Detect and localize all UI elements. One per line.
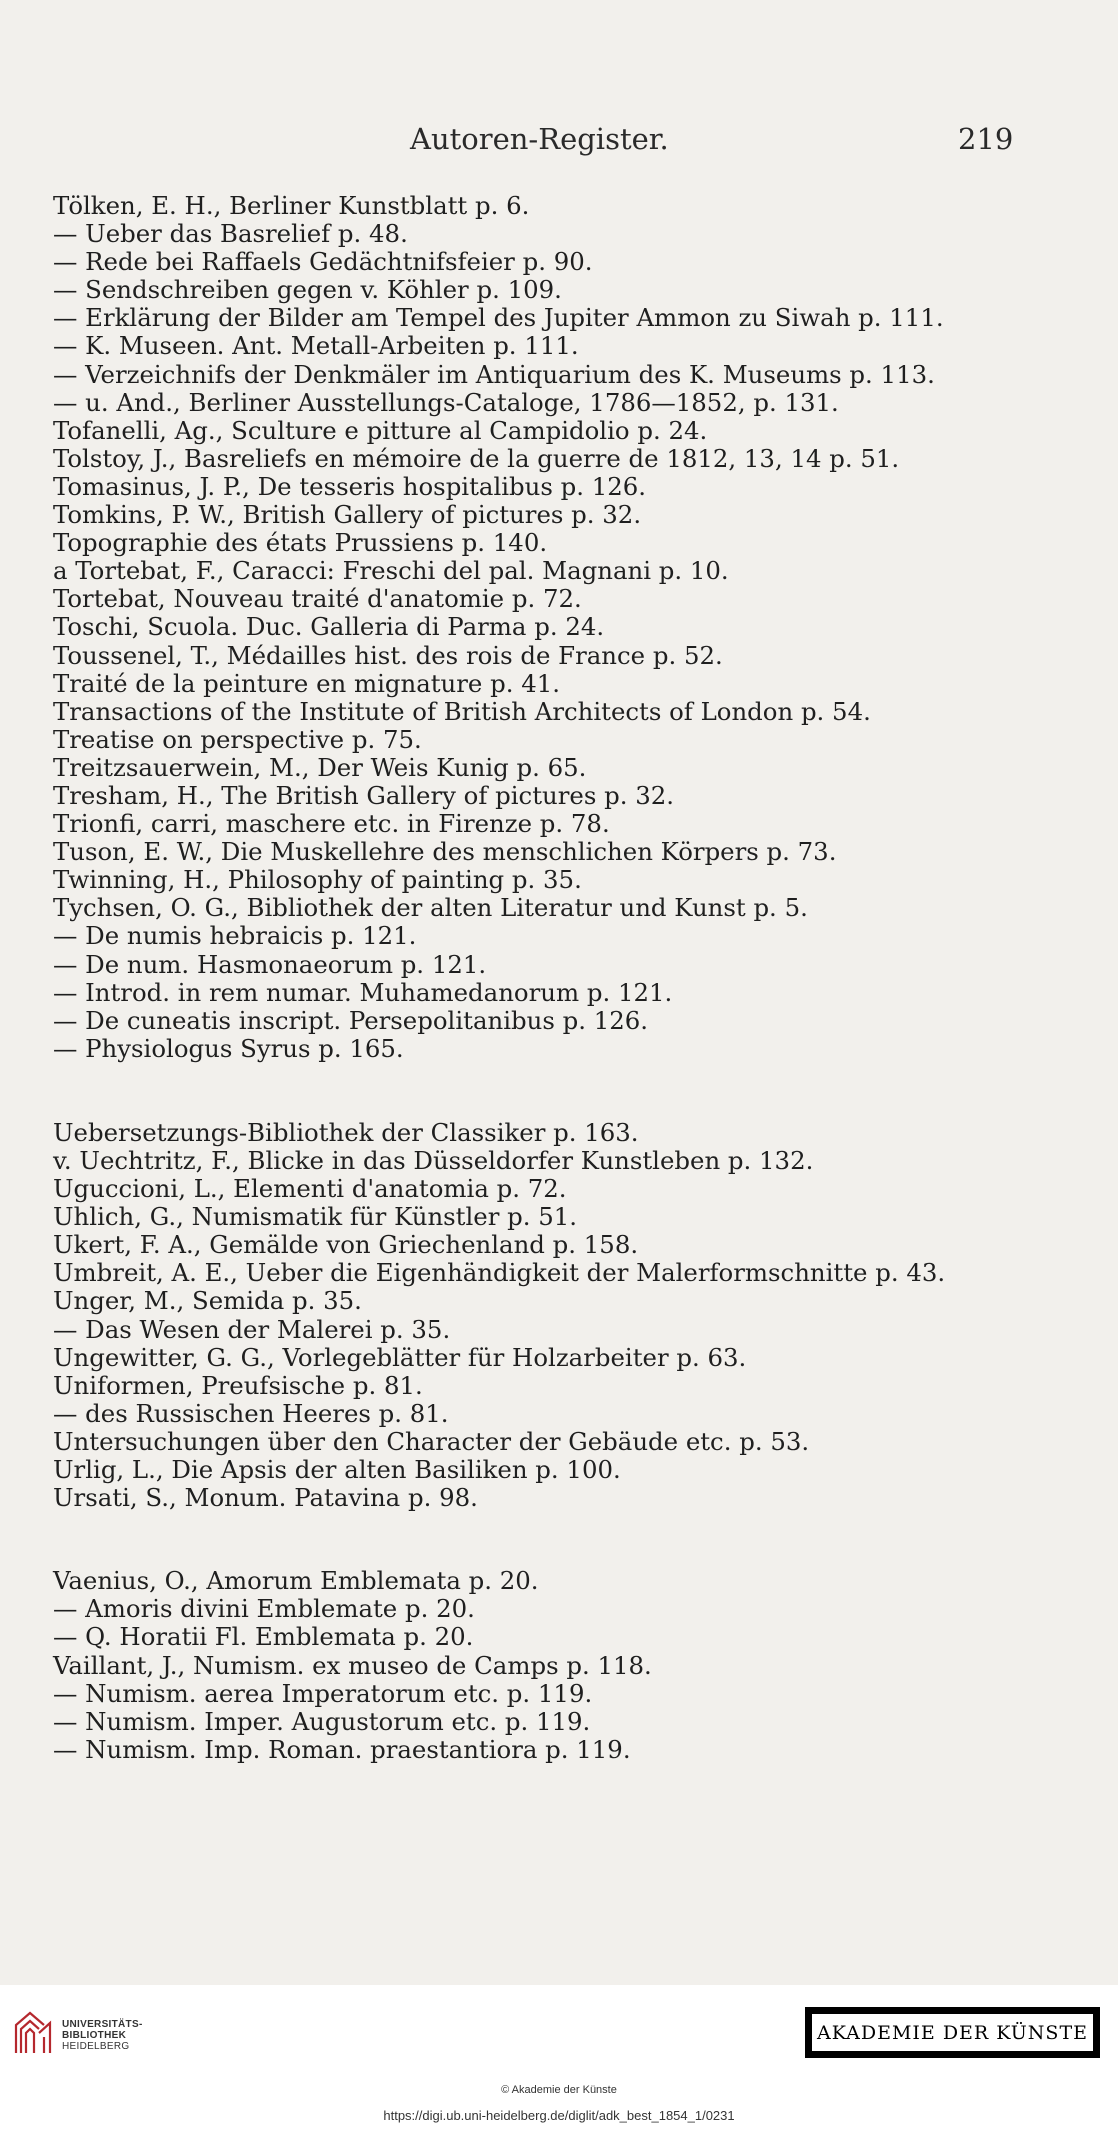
- index-entry: Tölken, E. H., Berliner Kunstblatt p. 6.: [53, 191, 530, 220]
- index-entry: — Verzeichnifs der Denkmäler im Antiquarium des K. Museums p. 113.: [53, 359, 935, 389]
- akademie-der-kuenste-badge[interactable]: [805, 2007, 1100, 2058]
- index-entry: Toschi, Scuola. Duc. Galleria di Parma p. 24.: [53, 612, 605, 642]
- page-title: Autoren-Register.: [410, 122, 669, 156]
- index-entry: — u. And., Berliner Ausstellungs-Cataloge, 1786—1852, p. 131.: [53, 387, 839, 417]
- akademie-badge-label: AKADEMIE DER KÜNSTE: [811, 2013, 1094, 2052]
- index-entry: Vaillant, J., Numism. ex museo de Camps p. 118.: [53, 1650, 652, 1680]
- ub-heidelberg-logo[interactable]: [12, 2003, 162, 2067]
- index-entry: — Numism. Imp. Roman. praestantiora p. 119.: [53, 1734, 631, 1764]
- index-entry: — Ueber das Basrelief p. 48.: [53, 219, 408, 249]
- index-entry: a Tortebat, F., Caracci: Freschi del pal. Magnani p. 10.: [53, 556, 729, 586]
- index-entry: Trionfi, carri, maschere etc. in Firenze p. 78.: [53, 809, 610, 839]
- index-section-t: [53, 192, 1063, 1063]
- ub-heidelberg-logo-icon: [12, 2003, 56, 2063]
- index-entry: v. Uechtritz, F., Blicke in das Düsseldorfer Kunstleben p. 132.: [53, 1146, 814, 1175]
- index-entry: — Physiologus Syrus p. 165.: [53, 1033, 404, 1063]
- page-url[interactable]: https://digi.ub.uni-heidelberg.de/diglit/adk_best_1854_1/0231: [383, 2108, 735, 2123]
- page-number: 219: [958, 122, 1014, 156]
- index-entry: — Amoris divini Emblemate p. 20.: [53, 1594, 475, 1624]
- index-section-v: [53, 1567, 1063, 1764]
- logo-line: UNIVERSITÄTS-: [62, 2019, 143, 2030]
- running-head: [0, 122, 1118, 162]
- index-entry: Ursati, S., Monum. Patavina p. 98.: [53, 1483, 478, 1513]
- index-entry: Urlig, L., Die Apsis der alten Basiliken p. 100.: [53, 1455, 621, 1485]
- index-entry: Umbreit, A. E., Ueber die Eigenhändigkeit der Malerformschnitte p. 43.: [53, 1258, 946, 1288]
- index-entry: Tuson, E. W., Die Muskellehre des menschlichen Körpers p. 73.: [53, 837, 837, 867]
- index-entry: Twinning, H., Philosophy of painting p. 35.: [53, 865, 582, 895]
- copyright-notice: © Akademie der Künste: [501, 2084, 617, 2096]
- index-entry: Transactions of the Institute of British Architects of London p. 54.: [53, 696, 871, 726]
- index-entry: — Sendschreiben gegen v. Köhler p. 109.: [53, 275, 562, 305]
- index-entry: Vaenius, O., Amorum Emblemata p. 20.: [53, 1566, 539, 1596]
- index-entry: Tomasinus, J. P., De tesseris hospitalibus p. 126.: [53, 471, 647, 501]
- index-entry: Treitzsauerwein, M., Der Weis Kunig p. 65.: [53, 752, 587, 782]
- index-entry: Tofanelli, Ag., Sculture e pitture al Campidolio p. 24.: [53, 415, 708, 445]
- index-entry: Unger, M., Semida p. 35.: [53, 1286, 362, 1316]
- index-entry: Tolstoy, J., Basreliefs en mémoire de la guerre de 1812, 13, 14 p. 51.: [53, 443, 900, 473]
- index-entry: — Introd. in rem numar. Muhamedanorum p. 121.: [53, 977, 673, 1007]
- index-entry: — Das Wesen der Malerei p. 35.: [53, 1314, 451, 1344]
- index-entry: Traité de la peinture en mignature p. 41.: [53, 668, 561, 698]
- index-entry: Tortebat, Nouveau traité d'anatomie p. 72.: [53, 584, 582, 614]
- logo-line: HEIDELBERG: [62, 2041, 130, 2052]
- section-gap: [53, 1512, 1063, 1567]
- index-entry: Uhlich, G., Numismatik für Künstler p. 51.: [53, 1202, 578, 1232]
- index-entry: Uguccioni, L., Elementi d'anatomia p. 72.: [53, 1174, 567, 1204]
- index-entry: — De cuneatis inscript. Persepolitanibus p. 126.: [53, 1005, 649, 1035]
- index-entry: Tomkins, P. W., British Gallery of pictures p. 32.: [53, 500, 642, 530]
- index-entry: — Numism. aerea Imperatorum etc. p. 119.: [53, 1678, 593, 1708]
- index-entry: Uebersetzungs-Bibliothek der Classiker p. 163.: [53, 1117, 639, 1147]
- index-entry: — des Russischen Heeres p. 81.: [53, 1398, 449, 1428]
- index-entry: — Erklärung der Bilder am Tempel des Jupiter Ammon zu Siwah p. 111.: [53, 303, 944, 333]
- index-entry: Tychsen, O. G., Bibliothek der alten Literatur und Kunst p. 5.: [53, 893, 808, 923]
- index-entry: Topographie des états Prussiens p. 140.: [53, 528, 548, 558]
- index-entry: — K. Museen. Ant. Metall-Arbeiten p. 111.: [53, 331, 579, 361]
- index-entry: — De num. Hasmonaeorum p. 121.: [53, 949, 487, 979]
- index-entry: Treatise on perspective p. 75.: [53, 724, 422, 754]
- index-entry: — Numism. Imper. Augustorum etc. p. 119.: [53, 1706, 591, 1736]
- index-entry: — De numis hebraicis p. 121.: [53, 921, 417, 951]
- index-entry: Tresham, H., The British Gallery of pictures p. 32.: [53, 780, 674, 810]
- ub-heidelberg-logo-text: [62, 2019, 143, 2052]
- index-entry: Uniformen, Preufsische p. 81.: [53, 1370, 423, 1400]
- index-entry: — Q. Horatii Fl. Emblemata p. 20.: [53, 1622, 474, 1652]
- index-entry: — Rede bei Raffaels Gedächtnifsfeier p. 90.: [53, 247, 593, 277]
- index-section-u: [53, 1119, 1063, 1512]
- index-entry: Toussenel, T., Médailles hist. des rois de France p. 52.: [53, 640, 723, 670]
- author-index: [53, 192, 1063, 1764]
- index-entry: Untersuchungen über den Character der Gebäude etc. p. 53.: [53, 1426, 810, 1456]
- index-entry: Ungewitter, G. G., Vorlegeblätter für Holzarbeiter p. 63.: [53, 1342, 747, 1372]
- logo-line: BIBLIOTHEK: [62, 2030, 127, 2041]
- section-gap: [53, 1063, 1063, 1119]
- index-entry: Ukert, F. A., Gemälde von Griechenland p. 158.: [53, 1230, 639, 1260]
